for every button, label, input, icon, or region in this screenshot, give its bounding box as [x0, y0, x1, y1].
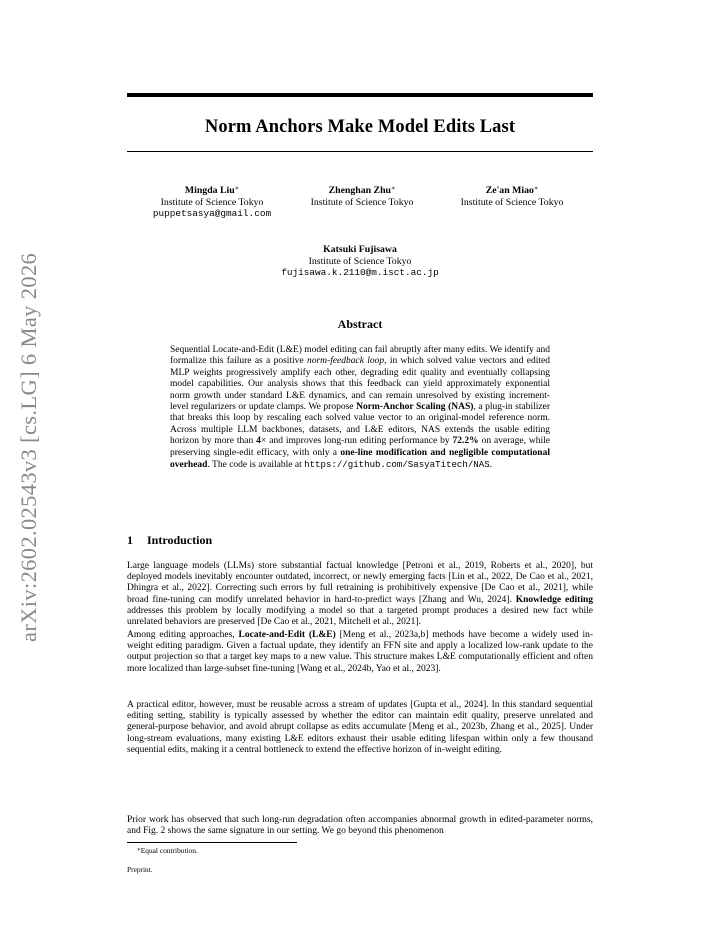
- author-block: [132, 185, 292, 220]
- equal-contribution-mark: ∗: [234, 185, 240, 192]
- intro-paragraph-1: Large language models (LLMs) store substantial factual knowledge [Petroni et al., 2019, Roberts et al., 2020], but deployed models inevitably encounter outdated, incorrect, or newly emerging facts [Lin et al., 2022, De Cao et al., 2021, Dhingra et al., 2022]. Correcting such errors by full retraining is prohibitively expensive [De Cao et al., 2021], while broad fine-tuning can modify unrelated behavior in hard-to-predict ways [Zhang and Wu, 2024]. Knowledge editing addresses this problem by locally modifying a model so that a targeted prompt produces a desired new fact while unrelated behaviors are preserved [De Cao et al., 2021, Mitchell et al., 2021].: [127, 561, 593, 628]
- author-name: Ze'an Miao: [485, 185, 534, 196]
- section-heading: [127, 533, 593, 548]
- abstract-heading: Abstract: [337, 317, 383, 331]
- method-name: Norm-Anchor Scaling (NAS): [356, 402, 474, 413]
- author-affiliation: Institute of Science Tokyo: [460, 196, 564, 208]
- preprint-label: Preprint.: [127, 865, 153, 874]
- title-bottom-rule: [127, 151, 593, 152]
- author-email[interactable]: puppetsasya@gmail.com: [152, 208, 272, 219]
- author-name: Zhenghan Zhu: [328, 185, 391, 196]
- equal-contribution-mark: ∗: [533, 185, 539, 192]
- improvement-value: 72.2%: [452, 436, 479, 447]
- abstract-body: Sequential Locate-and-Edit (L&E) model editing can fail abruptly after many edits. We identify and formalize this failure as a positive norm-feedback loop, in which solved value vectors and edited MLP weights progressively amplify each other, degrading edit quality and eventually collapsing model capabilities. Our analysis shows that this feedback can yield approximately exponential norm growth under standard L&E dynamics, and can remain unresolved by existing increment-level regularizers or update clamps. We propose Norm-Anchor Scaling (NAS), a plug-in stabilizer that breaks this loop by rescaling each solved value vector to an original-model reference norm. Across multiple LLM backbones, datasets, and L&E editors, NAS extends the usable editing horizon by more than 4× and improves long-run editing performance by 72.2% on average, while preserving single-edit efficacy, with only a one-line modification and negligible computational overhead. The code is available at https://github.com/SasyaTitech/NAS.: [170, 345, 551, 471]
- equal-contribution-mark: ∗: [390, 185, 396, 192]
- emphasis-term: norm-feedback loop: [306, 356, 385, 367]
- author-block: [445, 185, 579, 208]
- author-email[interactable]: fujisawa.k.2110@m.isct.ac.jp: [281, 267, 439, 278]
- footnote: ∗Equal contribution.: [137, 846, 198, 855]
- section-number: 1: [127, 533, 133, 547]
- intro-paragraph-2: Among editing approaches, Locate-and-Edit (L&E) [Meng et al., 2023a,b] methods have become a widely used in-weight editing paradigm. Given a factual update, they identify an FFN site and apply a localized low-rank update to the output projection so that a target key maps to a new value. This structure makes L&E computationally efficient and often more localized than large-subset fine-tuning [Wang et al., 2024b, Yao et al., 2023].: [127, 630, 594, 674]
- arxiv-identifier: arXiv:2602.02543v3 [cs.LG] 6 May 2026: [16, 252, 41, 642]
- section-title: Introduction: [147, 533, 213, 547]
- author-affiliation: Institute of Science Tokyo: [310, 196, 414, 208]
- author-name: Mingda Liu: [184, 185, 235, 196]
- author-affiliation: Institute of Science Tokyo: [160, 196, 264, 208]
- intro-paragraph-3: A practical editor, however, must be reusable across a stream of updates [Gupta et al., 2024]. In this standard sequential editing setting, stability is typically assessed by whether the editor can maintain edit quality, preserve unrelated and general-purpose behavior, and avoid abrupt collapse as edits accumulate [Meng et al., 2023b, Zhang et al., 2025]. Under long-stream evaluations, many existing L&E editors exhaust their usable editing lifespan within only a few thousand sequential edits, making it a central bottleneck to extend the effective horizon of in-weight editing.: [127, 700, 593, 755]
- author-block: [297, 185, 427, 208]
- author-name: Katsuki Fujisawa: [323, 244, 397, 255]
- paper-title: Norm Anchors Make Model Edits Last: [204, 117, 516, 137]
- footnote-rule: [127, 842, 297, 843]
- title-top-rule: [127, 93, 593, 97]
- code-link[interactable]: https://github.com/SasyaTitech/NAS: [304, 459, 490, 471]
- author-block: [240, 244, 480, 279]
- intro-paragraph-4: Prior work has observed that such long-run degradation often accompanies abnormal growth in edited-parameter norms, and Fig. 2 shows the same signature in our setting. We go beyond this phenomenon: [127, 815, 593, 837]
- author-affiliation: Institute of Science Tokyo: [308, 255, 412, 267]
